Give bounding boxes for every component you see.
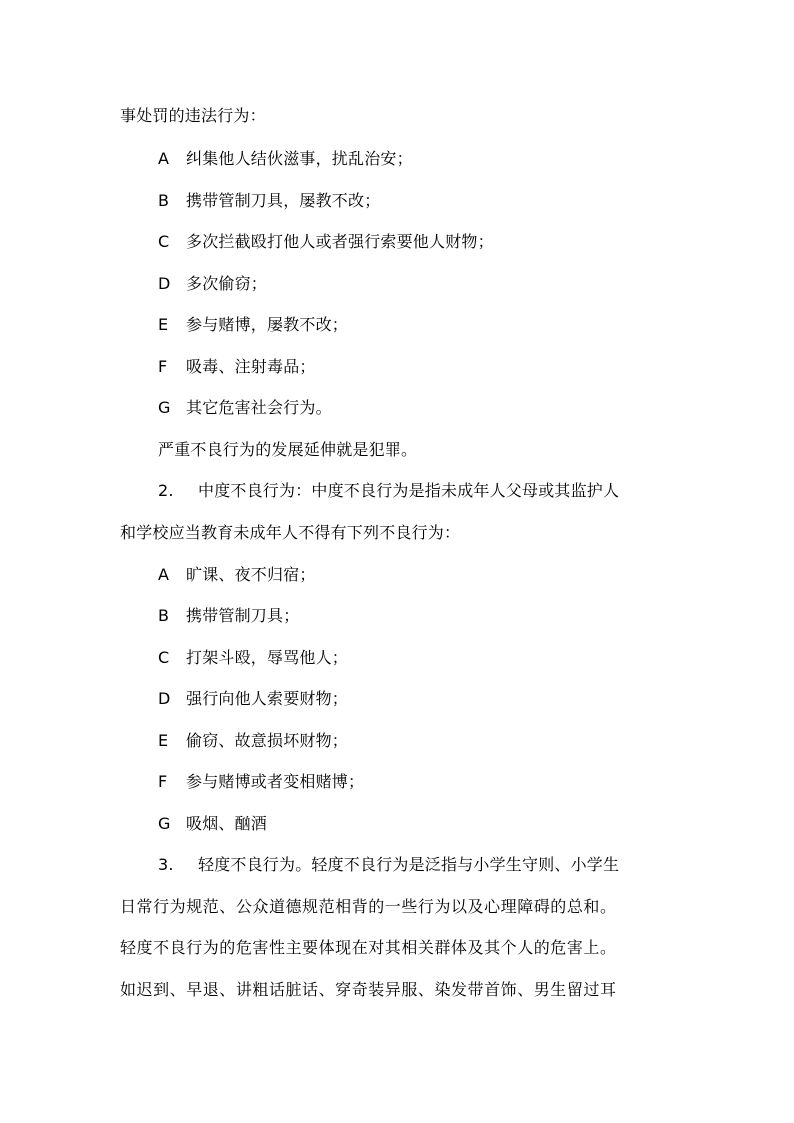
list-letter: A [158,565,170,584]
list-text: 吸毒、注射毒品； [186,357,316,376]
list-item [158,648,738,668]
list-text: 强行向他人索要财物； [186,689,349,708]
paragraph-continuation: 事处罚的违法行为： [120,106,266,125]
list-item [158,565,738,585]
list-item [158,357,738,377]
list-letter: E [158,731,169,750]
list-letter: D [158,274,171,293]
list-item [158,398,738,418]
list-text: 其它危害社会行为。 [186,398,332,417]
section-text: 轻度不良行为。轻度不良行为是泛指与小学生守则、小学生 [198,855,620,874]
list-item [158,731,738,751]
list-letter: E [158,315,169,334]
section-heading-line [158,481,738,501]
list-text: 参与赌博或者变相赌博； [186,772,365,791]
list-item [158,274,738,294]
list-item [158,689,738,709]
list-text: 打架斗殴，辱骂他人； [186,648,349,667]
list-letter: G [158,398,171,417]
list-text: 参与赌博，屡教不改； [186,315,349,334]
list-letter: D [158,689,171,708]
list-text: 偷窃、故意损坏财物； [186,731,349,750]
list-item [158,191,738,211]
list-item [158,606,738,626]
list-letter: G [158,814,171,833]
list-letter: B [158,606,170,625]
section-heading-line [158,855,738,875]
paragraph: 严重不良行为的发展延伸就是犯罪。 [158,440,418,459]
list-text: 纠集他人结伙滋事，扰乱治安； [186,149,413,168]
list-item [158,814,738,834]
list-letter: F [158,772,168,791]
list-text: 多次偷窃； [186,274,268,293]
list-letter: C [158,232,170,251]
section-number: 2. [158,481,174,500]
paragraph-line: 轻度不良行为的危害性主要体现在对其相关群体及其个人的危害上。 [120,938,617,957]
list-text: 携带管制刀具，屡教不改； [186,191,381,210]
list-text: 旷课、夜不归宿； [186,565,316,584]
paragraph-line: 如迟到、早退、讲粗话脏话、穿奇装异服、染发带首饰、男生留过耳 [120,980,617,999]
section-text: 中度不良行为：中度不良行为是指未成年人父母或其监护人 [198,481,620,500]
section-number: 3. [158,855,174,874]
list-text: 吸烟、酗酒 [186,814,268,833]
paragraph-line: 日常行为规范、公众道德规范相背的一些行为以及心理障碍的总和。 [120,897,617,916]
list-item [158,232,738,252]
list-letter: F [158,357,168,376]
list-letter: C [158,648,170,667]
list-item [158,772,738,792]
list-item [158,149,738,169]
list-letter: B [158,191,170,210]
list-item [158,315,738,335]
list-text: 携带管制刀具； [186,606,300,625]
list-text: 多次拦截殴打他人或者强行索要他人财物； [186,232,494,251]
paragraph-line: 和学校应当教育未成年人不得有下列不良行为： [120,523,461,542]
list-letter: A [158,149,170,168]
